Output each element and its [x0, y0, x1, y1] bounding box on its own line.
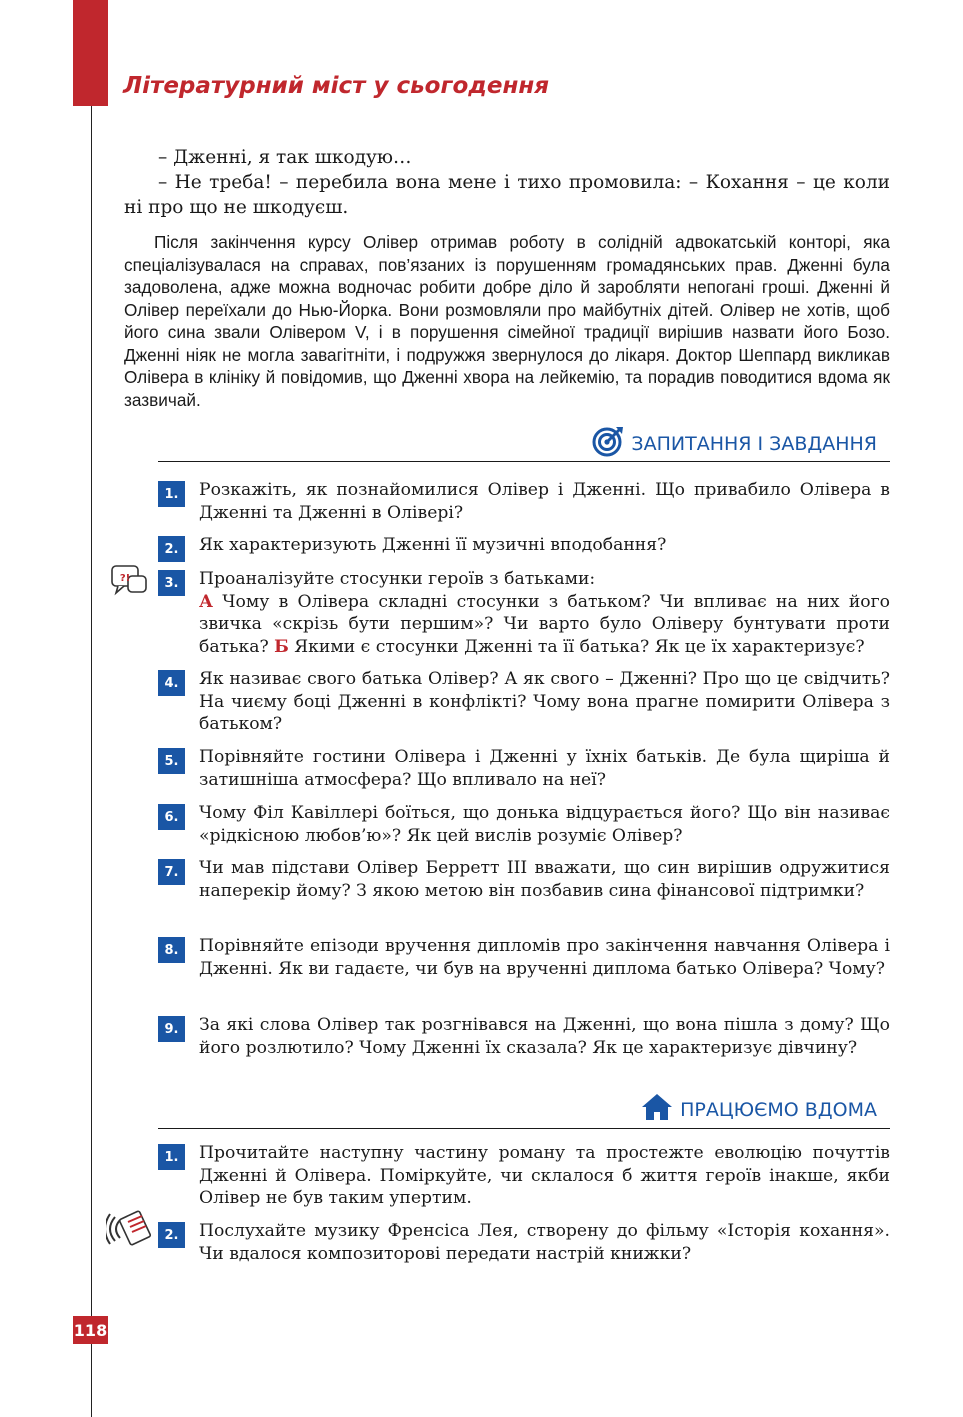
target-icon [591, 424, 625, 463]
question-number: 8. [158, 937, 185, 963]
section-rule [158, 1128, 890, 1129]
dialogue-line: – Не треба! – перебила вона мене і тихо промовила: – Кохання – це коли ні про що не шкодуєш. [124, 172, 890, 218]
dialogue-line: – Дженні, я так шкодую… [158, 147, 412, 168]
story-paragraph-block [124, 231, 890, 411]
margin-line [91, 106, 92, 1417]
question-item [158, 857, 890, 902]
homework-number: 2. [158, 1222, 185, 1248]
question-item [158, 479, 890, 524]
homework-text: Послухайте музику Френсіса Лея, створену до фільму «Історія кохання». Чи вдалося композиторові передати настрій книжки? [199, 1221, 890, 1264]
question-text: Чому Філ Кавіллері боїться, що донька відцурається його? Що він називає «рідкісною любов’ю»? Як цей вислів розуміє Олівер? [199, 803, 890, 846]
dialogue-block [124, 145, 890, 220]
question-item [158, 935, 890, 980]
homework-item [158, 1220, 890, 1265]
question-text: Порівняйте гостини Олівера і Дженні у їхніх батьків. Де була щиріша й затишніша атмосфера? Що впливало на неї? [199, 747, 890, 790]
question-text: Розкажіть, як познайомилися Олівер і Дженні. Що привабило Олівера в Дженні та Дженні в Олівері? [199, 480, 890, 523]
question-text [199, 568, 890, 658]
homework-item [158, 1142, 890, 1210]
question-item [158, 668, 890, 736]
question-text: Як називає свого батька Олівер? А як свого – Дженні? Про що це свідчить? На чиєму боці Дженні в конфлікті? Чому вона прагне помирити Олівера з батьком? [199, 669, 890, 734]
option-a-text: Чому в Олівера складні стосунки з батьком? Чи впливає на них його звичка «скрізь бути першим»? Чи варто було Оліверу бунтувати проти батька? [199, 591, 890, 657]
question-number: 4. [158, 670, 185, 696]
discussion-icon-label: ?! [119, 573, 131, 584]
option-marker-b: Б [274, 636, 289, 657]
questions-title: ЗАПИТАННЯ І ЗАВДАННЯ [631, 432, 877, 455]
question-text: За які слова Олівер так розгнівався на Дженні, що вона пішла з дому? Що його розлютило? Чому Дженні їх сказала? Як це характеризує дівчину? [199, 1015, 890, 1058]
music-icon [106, 1208, 152, 1254]
question-number: 3. [158, 570, 185, 596]
question-text: Порівняйте епізоди вручення дипломів про закінчення навчання Олівера і Дженні. Як ви гадаєте, чи був на врученні диплома батько Олівера? Чому? [199, 936, 890, 979]
home-heading [640, 1092, 877, 1127]
question-number: 1. [158, 481, 185, 507]
chapter-tab [73, 0, 108, 106]
homework-number: 1. [158, 1144, 185, 1170]
questions-heading [591, 424, 877, 463]
home-title: ПРАЦЮЄМО ВДОМА [680, 1098, 877, 1121]
question-item [158, 1014, 890, 1059]
homework-text: Прочитайте наступну частину роману та простежте еволюцію почуттів Дженні й Олівера. Поміркуйте, чи склалося б життя героїв інакше, якби Олівер не був таким упертим. [199, 1143, 890, 1208]
question-text: Чи мав підстави Олівер Берретт ІІІ вважати, що син вирішив одружитися наперекір йому? З якою метою він позбавив сина фінансової підтримки? [199, 858, 890, 901]
question-number: 6. [158, 804, 185, 830]
story-paragraph: Після закінчення курсу Олівер отримав роботу в солідній адвокатській конторі, яка спеціалізувалася на справах, пов’язаних із порушенням громадянських прав. Дженні була задоволена, адже можна водночас робити добре діло й заробляти непогані гроші. Дженні й Олівер переїхали до Нью-Йорка. Вони розмовляли про майбутніх дітей. Олівер не хотів, щоб його сина звали Олівером V, і в порушення сімейної традиції вирішив назвати його Бозо. Дженні ніяк не могла завагітніти, і подружжя звернулося до лікаря. Доктор Шеппард викликав Олівера в клініку й повідомив, що Дженні хвора на лейкемію, та порадив поводитися вдома як зазвичай. [124, 232, 890, 410]
question-number: 2. [158, 536, 185, 562]
question-text: Як характеризують Дженні її музичні вподобання? [199, 535, 667, 555]
question-item [158, 746, 890, 791]
option-b-text: Якими є стосунки Дженні та її батька? Як це їх характеризує? [288, 636, 865, 657]
question-intro: Проаналізуйте стосунки героїв з батьками: [199, 569, 596, 589]
house-icon [640, 1092, 674, 1127]
question-number: 7. [158, 859, 185, 885]
question-item [158, 802, 890, 847]
question-number: 9. [158, 1016, 185, 1042]
question-number: 5. [158, 748, 185, 774]
question-item [158, 568, 890, 658]
discussion-icon [110, 562, 150, 606]
section-rule [158, 461, 890, 462]
page-number: 118 [73, 1316, 108, 1344]
option-marker-a: А [199, 591, 213, 612]
section-header: Літературний міст у сьогодення [123, 73, 549, 99]
question-item [158, 534, 890, 557]
